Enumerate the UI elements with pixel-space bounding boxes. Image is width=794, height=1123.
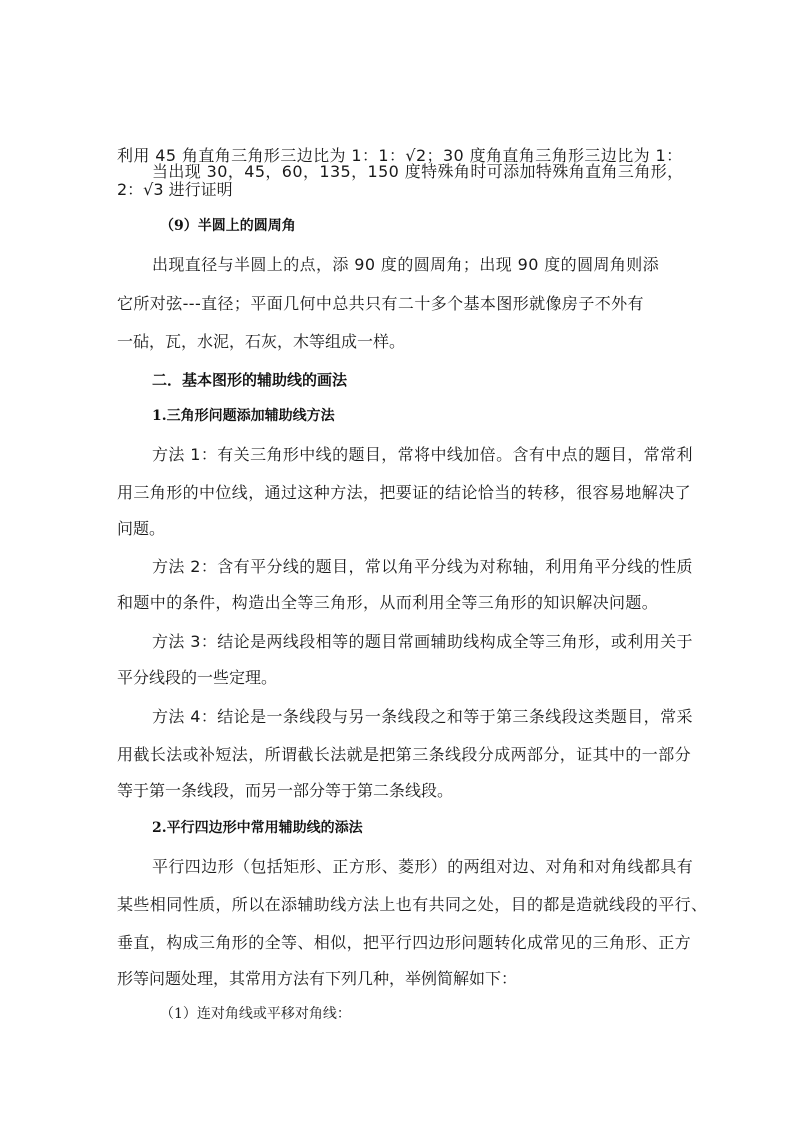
paragraph-semicircle-line-2: 它所对弦---直径；平面几何中总共只有二十多个基本图形就像房子不外有 (117, 294, 644, 313)
method-3-line-1: 方法 3：结论是两线段相等的题目常画辅助线构成全等三角形，或利用关于 (152, 632, 693, 651)
paragraph-semicircle-line-1: 出现直径与半圆上的点，添 90 度的圆周角；出现 90 度的圆周角则添 (152, 255, 660, 274)
method-4-line-1: 方法 4：结论是一条线段与另一条线段之和等于第三条线段这类题目，常采 (152, 707, 693, 726)
section-heading-semicircle: （9）半圆上的圆周角 (160, 218, 296, 234)
paragraph-special-angles-line-1: 当出现 30，45，60，135，150 度特殊角时可添加特殊角直角三角形， (152, 162, 684, 181)
method-1-line-2: 用三角形的中位线，通过这种方法，把要证的结论恰当的转移，很容易地解决了 (117, 483, 692, 502)
method-3-line-2: 平分线段的一些定理。 (117, 668, 278, 687)
paragraph-parallelogram-line-2: 某些相同性质，所以在添辅助线方法上也有共同之处，目的都是造就线段的平行、 (117, 895, 708, 914)
method-2-line-2: 和题中的条件，构造出全等三角形，从而利用全等三角形的知识解决问题。 (117, 593, 659, 612)
subsection-heading-triangle: 1.三角形问题添加辅助线方法 (152, 408, 335, 424)
method-4-line-3: 等于第一条线段，而另一部分等于第二条线段。 (117, 781, 454, 800)
paragraph-special-angles-line-3: 2：√3 进行证明 (117, 180, 233, 199)
paragraph-semicircle-line-3: 一砧，瓦，水泥，石灰，木等组成一样。 (117, 332, 406, 351)
subsection-heading-parallelogram: 2.平行四边形中常用辅助线的添法 (152, 820, 363, 836)
method-1-line-3: 问题。 (117, 519, 166, 538)
paragraph-parallelogram-line-1: 平行四边形（包括矩形、正方形、菱形）的两组对边、对角和对角线都具有 (152, 857, 694, 876)
paragraph-parallelogram-line-3: 垂直，构成三角形的全等、相似，把平行四边形问题转化成常见的三角形、正方 (117, 933, 692, 952)
paragraph-special-angles-line-2: 利用 45 角直角三角形三边比为 1：1：√2；30 度角直角三角形三边比为 1： (117, 146, 683, 165)
list-item-connect-diagonals: （1）连对角线或平移对角线： (160, 1006, 351, 1022)
paragraph-parallelogram-line-4: 形等问题处理，其常用方法有下列几种，举例简解如下： (117, 969, 518, 988)
method-1-line-1: 方法 1：有关三角形中线的题目，常将中线加倍。含有中点的题目，常常利 (152, 445, 693, 464)
section-heading-basic-figures: 二．基本图形的辅助线的画法 (152, 371, 348, 389)
method-2-line-1: 方法 2：含有平分线的题目，常以角平分线为对称轴，利用角平分线的性质 (152, 557, 693, 576)
method-4-line-2: 用截长法或补短法，所谓截长法就是把第三条线段分成两部分，证其中的一部分 (117, 745, 692, 764)
